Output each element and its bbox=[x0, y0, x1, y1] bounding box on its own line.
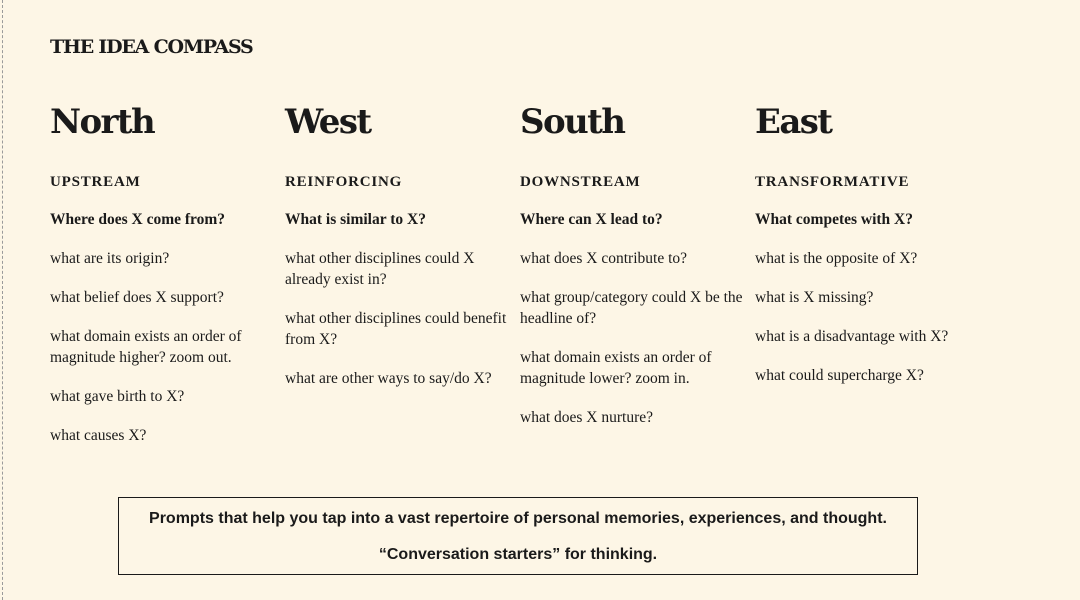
category-label: REINFORCING bbox=[285, 174, 403, 190]
prompt-item: what gave birth to X? bbox=[50, 388, 185, 405]
direction-heading: South bbox=[520, 102, 625, 142]
prompt-item: what could supercharge X? bbox=[755, 367, 924, 384]
page-title: THE IDEA COMPASS bbox=[50, 36, 253, 58]
note-line: “Conversation starters” for thinking. bbox=[378, 546, 658, 563]
category-label: UPSTREAM bbox=[50, 174, 141, 190]
summary-note-box bbox=[118, 497, 918, 575]
prompt-item: what other disciplines could X already exist in? bbox=[285, 250, 475, 288]
column-north bbox=[50, 102, 285, 446]
prompt-item: what does X nurture? bbox=[520, 409, 653, 426]
prompt-item: what are other ways to say/do X? bbox=[285, 370, 492, 387]
note-line: Prompts that help you tap into a vast repertoire of personal memories, experiences, and thought. bbox=[149, 510, 887, 527]
prompt-item: what group/category could X be the headline of? bbox=[520, 289, 743, 327]
direction-heading: East bbox=[755, 102, 832, 142]
category-label: TRANSFORMATIVE bbox=[755, 174, 910, 190]
prompt-item: what domain exists an order of magnitude higher? zoom out. bbox=[50, 328, 242, 366]
prompt-item: what is the opposite of X? bbox=[755, 250, 918, 267]
prompt-list bbox=[520, 248, 755, 428]
prompt-item: what domain exists an order of magnitude lower? zoom in. bbox=[520, 349, 712, 387]
direction-heading: West bbox=[285, 102, 371, 142]
prompt-item: what other disciplines could benefit from X? bbox=[285, 310, 507, 348]
key-question: What competes with X? bbox=[755, 211, 913, 228]
key-question: Where does X come from? bbox=[50, 211, 226, 228]
prompt-item: what are its origin? bbox=[50, 250, 170, 267]
prompt-list bbox=[285, 248, 520, 389]
compass-columns bbox=[50, 102, 990, 446]
key-question: What is similar to X? bbox=[285, 211, 426, 228]
prompt-item: what belief does X support? bbox=[50, 289, 224, 306]
category-label: DOWNSTREAM bbox=[520, 174, 641, 190]
column-west bbox=[285, 102, 520, 446]
column-south bbox=[520, 102, 755, 446]
prompt-item: what causes X? bbox=[50, 427, 147, 444]
left-dashed-border bbox=[2, 0, 3, 600]
prompt-item: what is X missing? bbox=[755, 289, 874, 306]
prompt-item: what does X contribute to? bbox=[520, 250, 688, 267]
column-east bbox=[755, 102, 990, 446]
direction-heading: North bbox=[50, 102, 155, 142]
prompt-item: what is a disadvantage with X? bbox=[755, 328, 949, 345]
prompt-list bbox=[755, 248, 990, 386]
prompt-list bbox=[50, 248, 285, 446]
key-question: Where can X lead to? bbox=[520, 211, 663, 228]
